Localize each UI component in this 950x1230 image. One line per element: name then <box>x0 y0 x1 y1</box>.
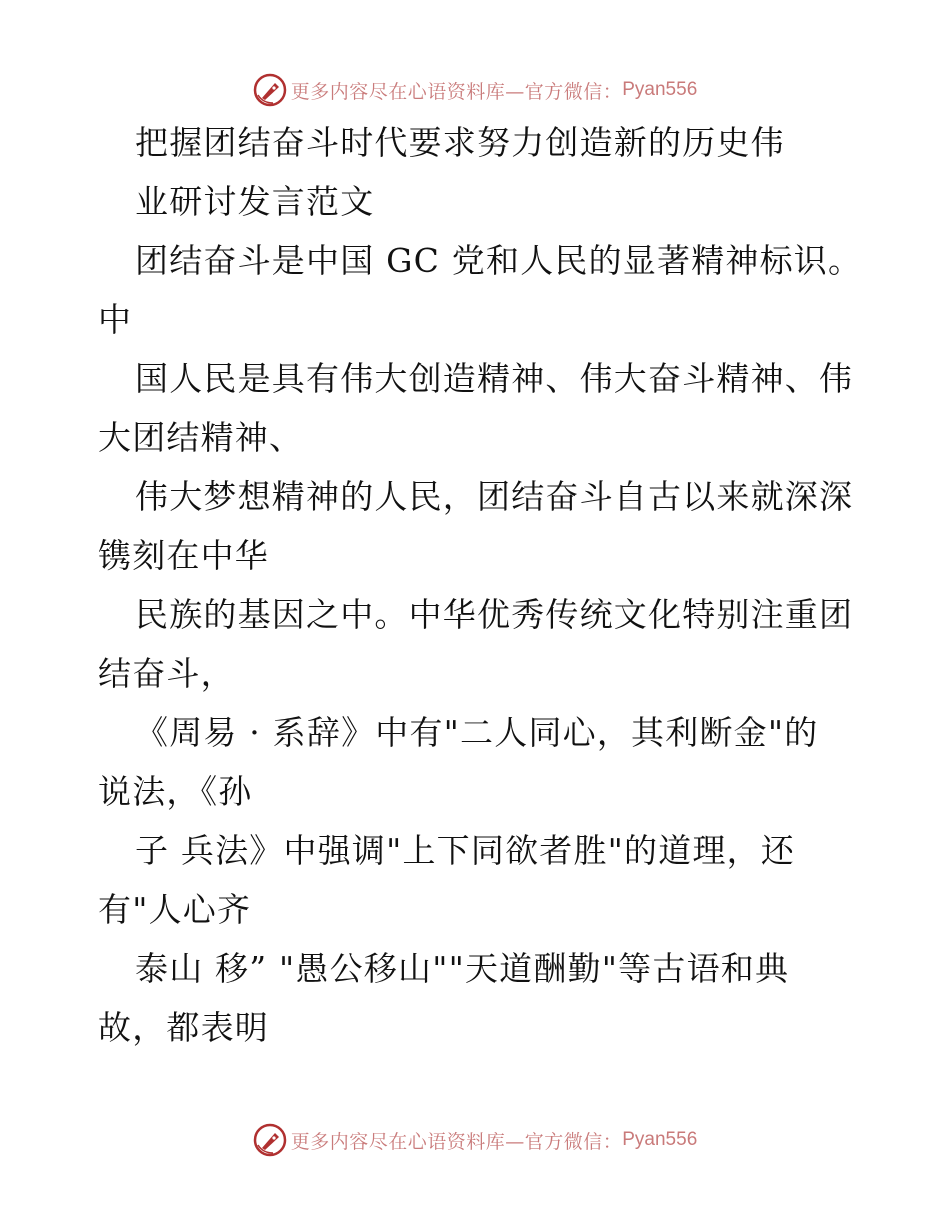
footer-watermark <box>0 1120 950 1160</box>
doc-line: 说法，《孙 <box>98 772 253 811</box>
doc-line: 大团结精神、 <box>98 418 304 457</box>
doc-line: 业研讨发言范文 <box>135 182 375 221</box>
watermark-site-text: 更多内容尽在心语资料库—官方微信： <box>290 80 623 103</box>
doc-line: 泰山 移” "愚公移山""天道酬勤"等古语和典 <box>135 949 790 988</box>
doc-line: 《周易 · 系辞》中有"二人同心，其利断金"的 <box>135 713 819 752</box>
doc-line: 结奋斗， <box>98 654 235 693</box>
doc-line: 团结奋斗是中国 GC 党和人民的显著精神标识。 <box>135 241 863 280</box>
doc-line: 伟大梦想精神的人民，团结奋斗自古以来就深深 <box>135 477 854 516</box>
doc-line: 中 <box>98 300 133 339</box>
watermark-site-text: 更多内容尽在心语资料库—官方微信： <box>290 1130 623 1153</box>
pen-nib-logo-icon <box>253 73 287 107</box>
pen-nib-logo-icon <box>253 1123 287 1157</box>
doc-line: 子 兵法》中强调"上下同欲者胜"的道理，还 <box>135 831 796 870</box>
doc-line: 故，都表明 <box>98 1008 269 1047</box>
doc-line: 镌刻在中华 <box>98 536 269 575</box>
doc-line: 有"人心齐 <box>98 890 252 929</box>
header-watermark <box>0 70 950 110</box>
doc-line: 把握团结奋斗时代要求努力创造新的历史伟 <box>135 123 785 162</box>
watermark-wechat-id: Pyan556 <box>622 79 698 100</box>
doc-line: 民族的基因之中。中华优秀传统文化特别注重团 <box>135 595 854 634</box>
doc-line: 国人民是具有伟大创造精神、伟大奋斗精神、伟 <box>135 359 854 398</box>
watermark-wechat-id: Pyan556 <box>622 1129 698 1150</box>
